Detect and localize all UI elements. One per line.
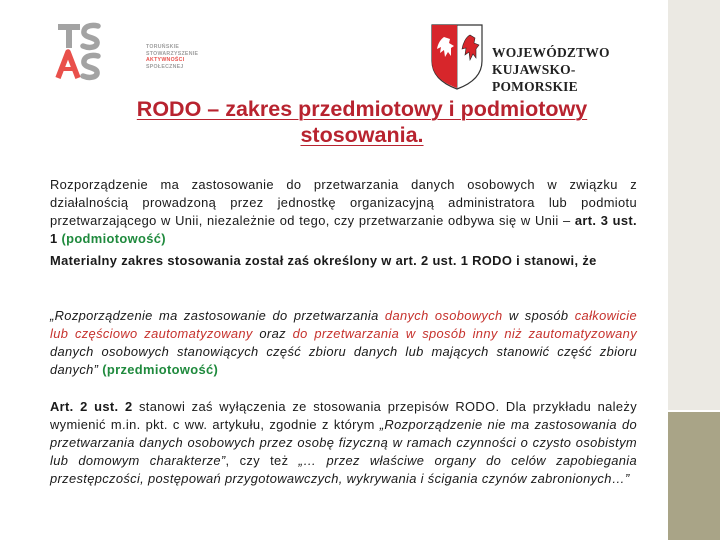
p3-s4: całkowicie lub częściowo zautomatyzowany [50, 308, 637, 341]
region-logo [424, 20, 648, 92]
p4-s4: „… przez właściwe organy do celów zapobiegania przestępczości, postępowań przygotowawczych, wykrywania i ścigania czynów zabronionych…” [50, 453, 637, 486]
tsas-line-3: AKTYWNOŚCI [146, 57, 185, 64]
tsas-logo-text [146, 44, 198, 70]
p3-s1: „Rozporządzenie ma zastosowanie do przetwarzania [50, 308, 385, 323]
p4-s1: stanowi zaś wyłączenia ze stosowania przepisów RODO. Dla przykładu należy wymienić m.in. pkt. c ww. artykułu, zgodnie z którym [50, 399, 638, 432]
tsas-logo [54, 22, 199, 82]
side-bar-light [668, 0, 720, 412]
p3-s6: do przetwarzania w sposób inny niż zautomatyzowany [292, 326, 637, 341]
kujawsko-pomorskie-crest-icon [428, 21, 486, 91]
p4-s3: , czy też [225, 453, 299, 468]
p3-s7: danych osobowych stanowiących część zbioru danych lub mających stanowić część zbioru danych” [50, 344, 637, 377]
p1-tag: (podmiotowość) [61, 231, 166, 246]
slide-content [50, 176, 637, 508]
p3-tag: (przedmiotowość) [102, 362, 219, 377]
p3-s2: danych osobowych [384, 308, 503, 323]
tsas-line-2: STOWARZYSZENIE [146, 50, 199, 57]
tsas-logo-icon [54, 22, 146, 82]
paragraph-material-scope [50, 252, 637, 307]
slide-title-line-1: RODO – zakres przedmiotowy i podmiotowy [136, 97, 588, 121]
p1-article-ref: art. 3 ust. 1 [50, 213, 637, 246]
p4-article-ref: Art. 2 ust. 2 [50, 399, 133, 414]
region-name [492, 44, 648, 95]
region-name-line-1: WOJEWÓDZTWO [492, 45, 610, 60]
region-name-line-2: KUJAWSKO-POMORSKIE [492, 62, 578, 94]
paragraph-quote-material [50, 307, 637, 398]
p2-text: Materialny zakres stosowania został zaś określony w art. 2 ust. 1 RODO i stanowi, że [50, 253, 597, 268]
paragraph-exclusions [50, 398, 637, 508]
side-bar-dark [668, 412, 720, 540]
p1-text: Rozporządzenie ma zastosowanie do przetwarzania danych osobowych w związku z działalnością prowadzoną przez jednostkę organizacyjną administratora lub podmiotu przetwarzającego w Unii, niezależnie od tego, czy przetwarzanie odbywa się w Unii – [50, 177, 637, 228]
p4-s2: „Rozporządzenie nie ma zastosowania do przetwarzania danych osobowych przez osobę fizyczną w ramach czynności o czysto osobistym lub domowym charakterze” [50, 417, 637, 468]
p3-s5: oraz [252, 326, 293, 341]
paragraph-scope-subject [50, 176, 637, 252]
side-decoration-bar [668, 0, 720, 540]
p3-s3: w sposób [502, 308, 575, 323]
slide-title-line-2: stosowania. [300, 123, 424, 147]
tsas-line-1: TORUŃSKIE [146, 44, 180, 50]
slide-title [60, 96, 664, 148]
tsas-line-4: SPOŁECZNEJ [146, 63, 184, 70]
